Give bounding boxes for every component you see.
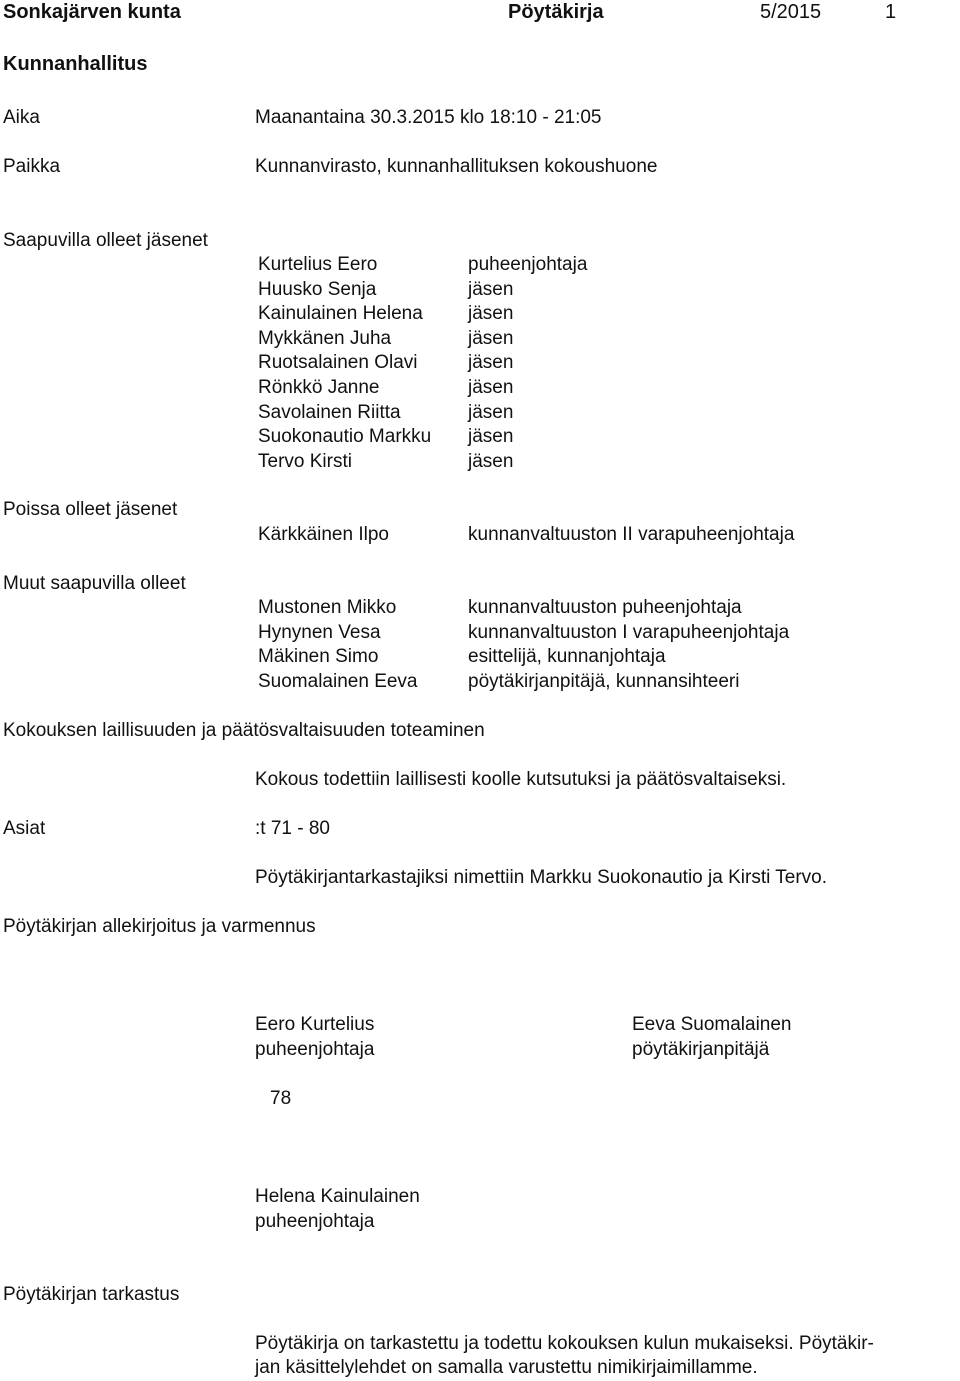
matters-label: Asiat (3, 818, 46, 839)
member-name: Huusko Senja (258, 278, 377, 300)
inspection-text-line2: jan käsittelylehdet on samalla varustettu nimikirjaimillamme. (255, 1357, 758, 1378)
attendee-role: pöytäkirjanpitäjä, kunnansihteeri (468, 670, 740, 692)
organ-name: Kunnanhallitus (3, 53, 148, 75)
others-present-names (258, 596, 418, 694)
chair2-role: puheenjohtaja (255, 1211, 375, 1232)
member-role: jäsen (468, 401, 514, 423)
member-name: Savolainen Riitta (258, 401, 401, 423)
member-role: jäsen (468, 327, 514, 349)
signature-label: Pöytäkirjan allekirjoitus ja varmennus (3, 916, 316, 937)
matters-value: :t 71 - 80 (255, 818, 330, 839)
attendee-name: Mustonen Mikko (258, 597, 397, 618)
absent-member-name: Kärkkäinen Ilpo (258, 524, 389, 545)
attendee-name: Hynynen Vesa (258, 621, 381, 643)
quorum-label: Kokouksen laillisuuden ja päätösvaltaisuuden toteaminen (3, 720, 485, 741)
page-number: 1 (885, 1, 897, 23)
place-value: Kunnanvirasto, kunnanhallituksen kokoushuone (255, 156, 658, 177)
member-name: Suokonautio Markku (258, 426, 432, 448)
member-name: Kurtelius Eero (258, 254, 378, 275)
present-members-label: Saapuvilla olleet jäsenet (3, 230, 208, 251)
section-reference: 78 (270, 1088, 292, 1109)
chair-name: Eero Kurtelius (255, 1014, 375, 1035)
chair2-name: Helena Kainulainen (255, 1186, 420, 1207)
attendee-name: Suomalainen Eeva (258, 670, 418, 692)
quorum-text: Kokous todettiin laillisesti koolle kutsutuksi ja päätösvaltaiseksi. (255, 769, 787, 790)
member-name: Ruotsalainen Olavi (258, 352, 418, 374)
present-members-roles (468, 253, 587, 474)
municipality-name: Sonkajärven kunta (3, 1, 181, 23)
secretary-name: Eeva Suomalainen (632, 1014, 792, 1035)
present-members-names (258, 253, 431, 474)
absent-member-role: kunnanvaltuuston II varapuheenjohtaja (468, 524, 795, 545)
inspection-label: Pöytäkirjan tarkastus (3, 1284, 180, 1305)
time-value: Maanantaina 30.3.2015 klo 18:10 - 21:05 (255, 107, 602, 128)
member-role: jäsen (468, 278, 514, 300)
inspection-text-line1: Pöytäkirja on tarkastettu ja todettu kokouksen kulun mukaiseksi. Pöytäkir- (255, 1333, 874, 1354)
attendee-role: kunnanvaltuuston puheenjohtaja (468, 597, 742, 618)
place-label: Paikka (3, 156, 61, 177)
member-name: Tervo Kirsti (258, 450, 352, 472)
chair-role: puheenjohtaja (255, 1039, 375, 1060)
member-role: jäsen (468, 426, 514, 448)
member-role: jäsen (468, 376, 514, 398)
member-role: jäsen (468, 450, 514, 472)
secretary-role: pöytäkirjanpitäjä (632, 1039, 770, 1060)
time-label: Aika (3, 107, 40, 128)
member-name: Kainulainen Helena (258, 303, 423, 325)
attendee-role: kunnanvaltuuston I varapuheenjohtaja (468, 621, 790, 643)
document-number: 5/2015 (760, 1, 822, 23)
document-type: Pöytäkirja (508, 1, 604, 23)
others-present-label: Muut saapuvilla olleet (3, 573, 186, 594)
member-name: Rönkkö Janne (258, 376, 380, 398)
attendee-name: Mäkinen Simo (258, 646, 379, 668)
inspectors-text: Pöytäkirjantarkastajiksi nimettiin Markku Suokonautio ja Kirsti Tervo. (255, 867, 827, 888)
others-present-roles (468, 596, 789, 694)
absent-members-label: Poissa olleet jäsenet (3, 499, 178, 520)
member-role: jäsen (468, 352, 514, 374)
member-role: jäsen (468, 303, 514, 325)
attendee-role: esittelijä, kunnanjohtaja (468, 646, 666, 668)
member-role: puheenjohtaja (468, 254, 588, 275)
member-name: Mykkänen Juha (258, 327, 392, 349)
